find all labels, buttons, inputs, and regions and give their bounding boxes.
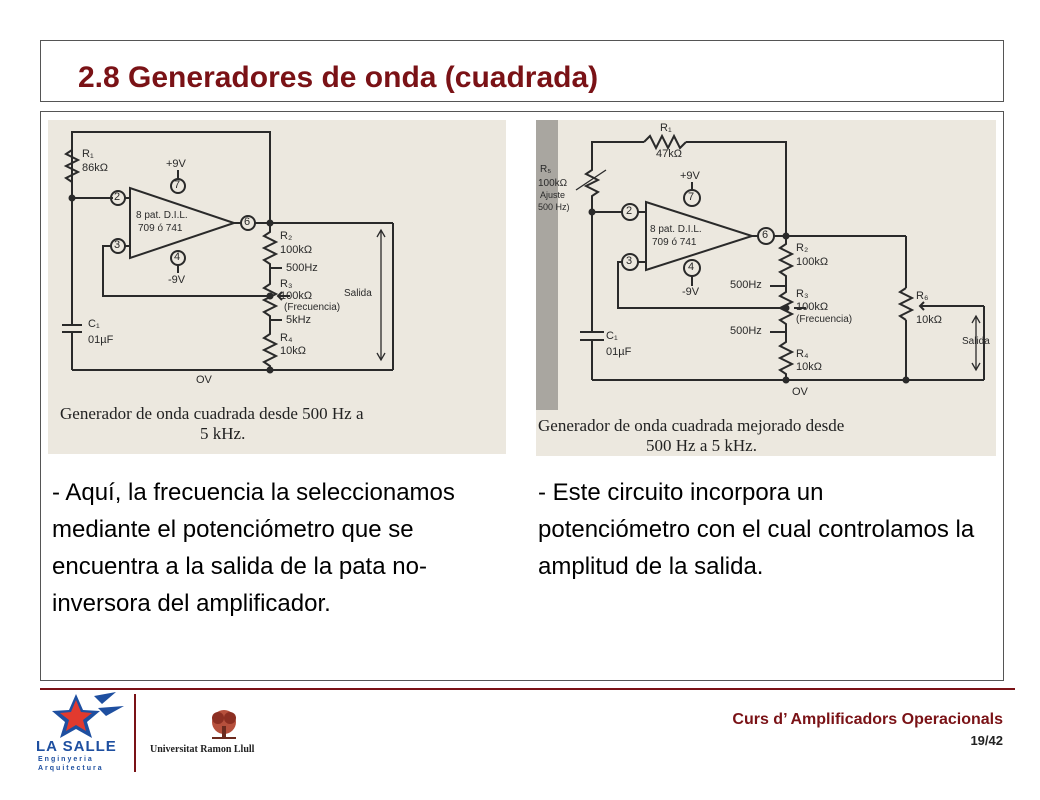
right-pin7-label: 7 (688, 191, 695, 203)
lasalle-logo-text: LA SALLE (36, 738, 117, 755)
right-r1-label: R₁ (660, 122, 672, 134)
right-r1-value: 47kΩ (656, 148, 682, 160)
right-r5-note-1: Ajuste (540, 190, 566, 200)
tree-seal-icon (204, 708, 244, 742)
right-r4-value: 10kΩ (796, 361, 822, 373)
left-pin3-label: 3 (114, 239, 121, 251)
lasalle-logo-sub-2: Arquitectura (38, 765, 104, 772)
university-name: Universitat Ramon Llull (150, 744, 255, 755)
right-circuit-diagram (536, 120, 996, 456)
left-pin2-label: 2 (114, 191, 121, 203)
left-description: - Aquí, la frecuencia la seleccionamos mediante el potenciómetro que se encuentra a la salida de la pata no-inversora del amplificador. (52, 479, 455, 617)
left-ov-label: OV (196, 374, 212, 386)
right-freq-500-b: 500Hz (730, 325, 762, 337)
right-chip-label-2: 709 ó 741 (652, 237, 697, 248)
right-ov-label: OV (792, 386, 808, 398)
right-minus9-label: -9V (682, 286, 700, 298)
left-r3-value: 100kΩ (280, 290, 313, 302)
left-c1-value: 01µF (88, 334, 114, 346)
title-box (40, 40, 1004, 102)
left-c1-label: C₁ (88, 318, 100, 330)
right-plus9-label: +9V (680, 170, 700, 182)
right-r3-note: (Frecuencia) (796, 314, 853, 325)
right-r5-note-2: 500 Hz) (538, 202, 570, 212)
right-c1-label: C₁ (606, 330, 618, 342)
left-r3-label: R₃ (280, 278, 293, 290)
left-pin7-label: 7 (174, 179, 181, 191)
page-number: 19/42 (970, 733, 1003, 748)
left-plus9-label: +9V (166, 158, 186, 170)
left-caption-line-1: Generador de onda cuadrada desde 500 Hz a (60, 404, 364, 423)
right-freq-500-a: 500Hz (730, 279, 762, 291)
right-pin4-label: 4 (688, 261, 695, 273)
left-r4-label: R₄ (280, 332, 293, 344)
right-r2-value: 100kΩ (796, 256, 829, 268)
right-chip-label-1: 8 pat. D.I.L. (650, 224, 702, 235)
left-r3-note: (Frecuencia) (284, 302, 341, 313)
left-freq-500: 500Hz (286, 262, 318, 274)
lasalle-logo-sub-1: Enginyeria (38, 756, 94, 763)
right-pin6-label: 6 (762, 229, 769, 241)
left-salida-label: Salida (344, 288, 372, 299)
left-chip-label-1: 8 pat. D.I.L. (136, 210, 188, 221)
left-freq-5k: 5kHz (286, 314, 312, 326)
left-r4-value: 10kΩ (280, 345, 306, 357)
star-icon (36, 690, 132, 740)
footer-divider (40, 688, 1015, 690)
footer-vertical-divider (134, 694, 136, 772)
university-logo (148, 708, 308, 768)
right-caption-line-2: 500 Hz a 5 kHz. (646, 436, 757, 455)
right-r3-value: 100kΩ (796, 301, 829, 313)
right-r5-label: R₅ (540, 164, 552, 175)
right-caption-line-1: Generador de onda cuadrada mejorado desde (538, 416, 845, 435)
lasalle-logo (36, 690, 132, 780)
right-r2-label: R₂ (796, 242, 809, 254)
right-r6-label: R₆ (916, 290, 929, 302)
right-r6-value: 10kΩ (916, 314, 942, 326)
left-r1-label: R₁ (82, 148, 94, 160)
right-c1-value: 01µF (606, 346, 632, 358)
right-pin2-label: 2 (626, 205, 633, 217)
left-caption-line-2: 5 kHz. (200, 424, 246, 443)
left-minus9-label: -9V (168, 274, 186, 286)
left-chip-label-2: 709 ó 741 (138, 223, 183, 234)
left-circuit-figure (48, 120, 506, 454)
left-figure-caption (60, 404, 500, 444)
right-salida-label: Salida (962, 336, 990, 347)
right-description: - Este circuito incorpora un potenciómetro con el cual controlamos la amplitud de la salida. (538, 479, 975, 580)
left-pin6-label: 6 (244, 216, 251, 228)
course-name: Curs d’ Amplificadors Operacionals (732, 711, 1003, 728)
right-r4-label: R₄ (796, 348, 809, 360)
left-r1-value: 86kΩ (82, 162, 108, 174)
right-circuit-figure (536, 120, 996, 456)
left-pin4-label: 4 (174, 251, 181, 263)
right-r3-label: R₃ (796, 288, 809, 300)
slide-title: 2.8 Generadores de onda (cuadrada) (78, 61, 599, 94)
right-pin3-label: 3 (626, 255, 633, 267)
left-r2-label: R₂ (280, 230, 293, 242)
right-r5-value: 100kΩ (538, 178, 568, 189)
right-figure-caption (538, 416, 994, 456)
left-r2-value: 100kΩ (280, 244, 313, 256)
